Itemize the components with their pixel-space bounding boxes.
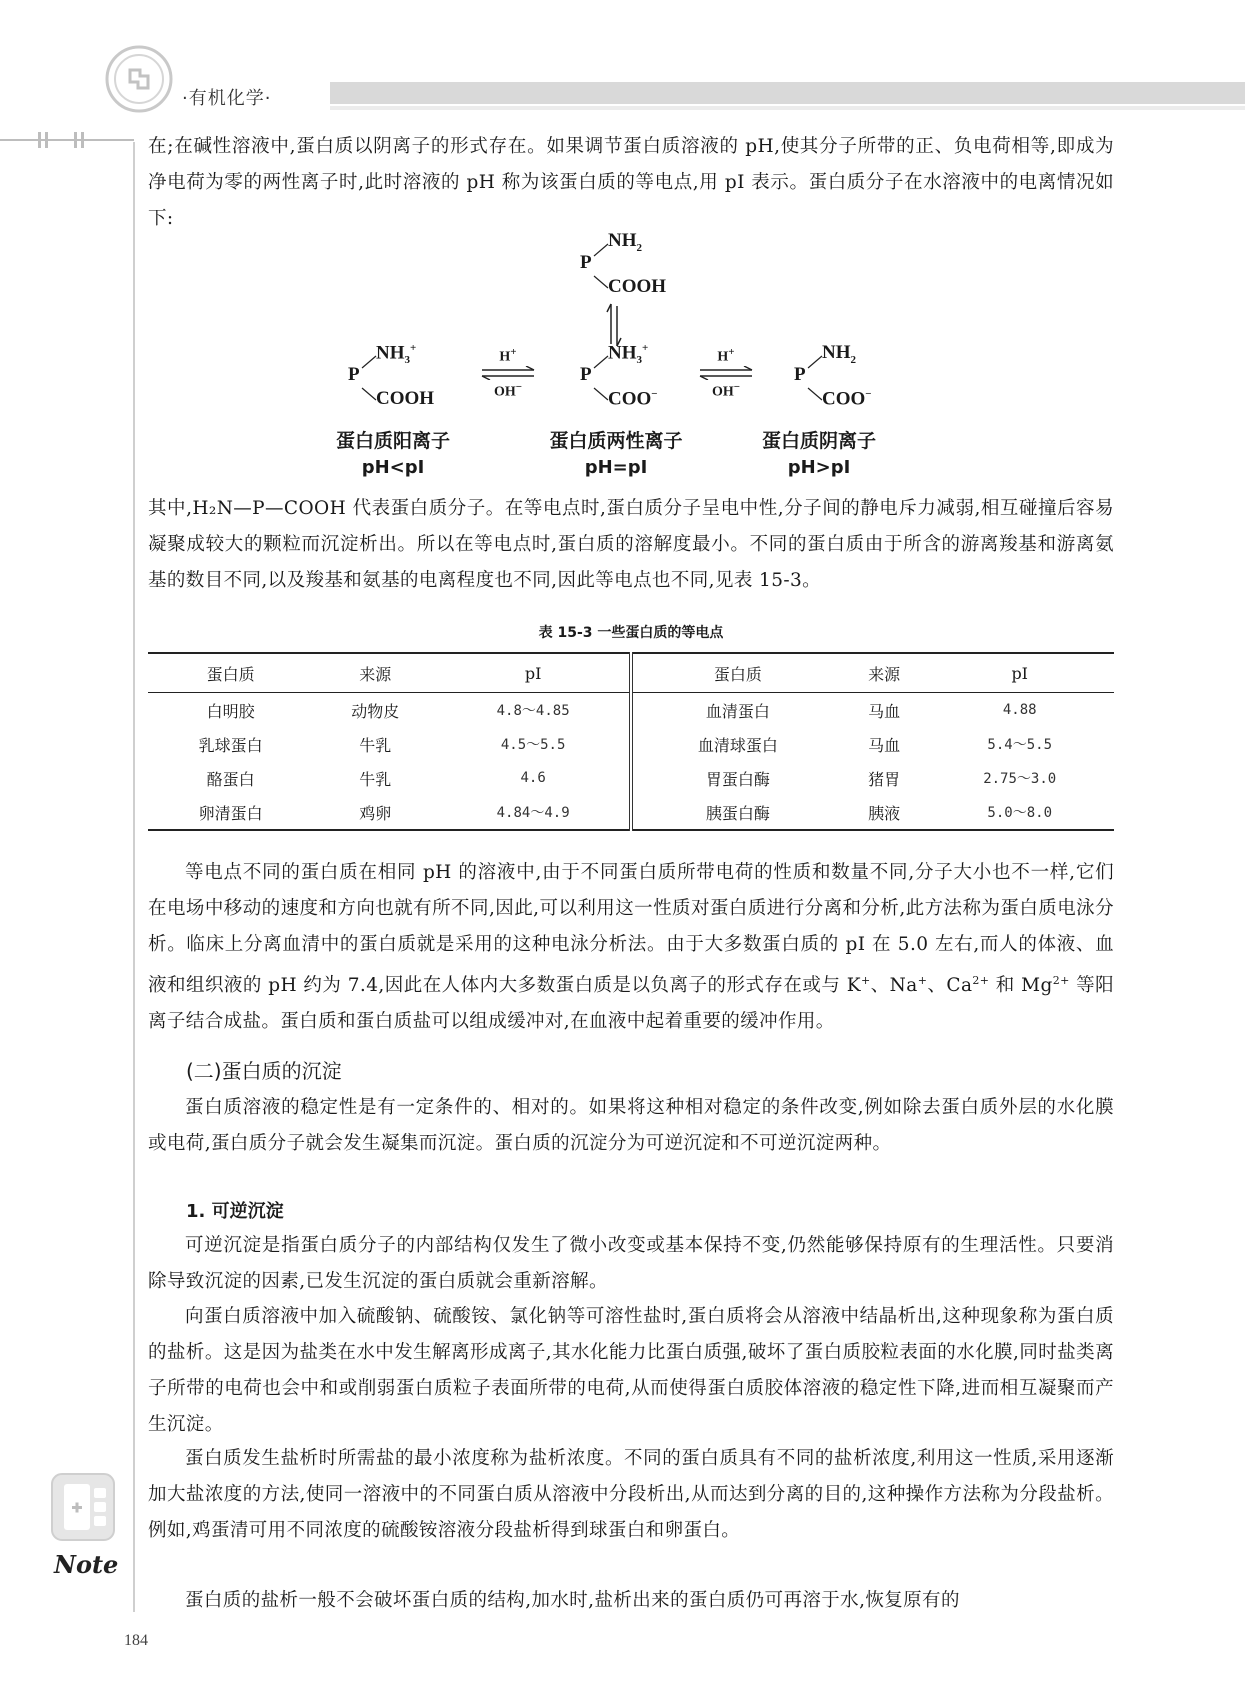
table-cell: 4.84～4.9 bbox=[437, 795, 631, 830]
table-cell: 4.8～4.85 bbox=[437, 693, 631, 728]
note-icon bbox=[48, 1470, 118, 1544]
table-row bbox=[148, 795, 1114, 830]
table-cell: 4.88 bbox=[1002, 702, 1037, 718]
table-cell: 4.6 bbox=[437, 761, 631, 795]
table-cell: 牛乳 bbox=[359, 769, 392, 789]
ionization-diagram: $NH_2$ P COOH $NH_3^+$ P COOH H+ OH− $NH_3^+$ P COO− H+ OH− $NH_2$ P COO− 蛋白质阳离子 蛋白质两性离子 蛋白质阴离子 pH<pI pH=pI pH>pI bbox=[148, 228, 1114, 483]
page-number: 184 bbox=[124, 1632, 148, 1649]
table-cell: 猪胃 bbox=[868, 769, 901, 789]
table-header: pI bbox=[1011, 663, 1028, 683]
logo-icon bbox=[104, 44, 174, 114]
table-cell: 4.5～5.5 bbox=[437, 727, 631, 761]
table-cell: 卵清蛋白 bbox=[198, 803, 263, 823]
table-cell: 胰蛋白酶 bbox=[705, 803, 770, 823]
paragraph-reversible: 可逆沉淀是指蛋白质分子的内部结构仅发生了微小改变或基本保持不变,仍然能够保持原有的生理活性。只要消除导致沉淀的因素,已发生沉淀的蛋白质就会重新溶解。 bbox=[148, 1235, 1114, 1292]
cation-ph: pH<pI bbox=[361, 457, 425, 478]
paragraph-intro: 在;在碱性溶液中,蛋白质以阴离子的形式存在。如果调节蛋白质溶液的 pH,使其分子所带的正、负电荷相等,即成为净电荷为零的两性离子时,此时溶液的 pH 称为该蛋白质的等电点,用 pI 表示。蛋白质分子在水溶液中的电离情况如下: bbox=[148, 136, 1114, 229]
table-header: pI bbox=[437, 653, 631, 693]
table-cell: 2.75～3.0 bbox=[983, 771, 1057, 787]
table-cell: 动物皮 bbox=[351, 701, 400, 721]
section-heading: (二)蛋白质的沉淀 bbox=[186, 1059, 342, 1083]
table-header-row bbox=[148, 653, 1114, 693]
paragraph-electrophoresis: 等电点不同的蛋白质在相同 pH 的溶液中,由于不同蛋白质所带电荷的性质和数量不同,分子大小也不一样,它们在电场中移动的速度和方向也就有所不同,因此,可以利用这一性质对蛋白质进行分离和分析,此方法称为蛋白质电泳分析。临床上分离血清中的蛋白质就是采用的这种电泳分析法。由于大多数蛋白质的 pI 在 5.0 左右,而人的体液、血液和组织液的 pH 约为 7.4,因此在人体内大多数蛋白质是以负离子的形式存在或与 K+、Na+、$Ca^{2+}$ 和 $Mg^{2+}$ 等阳离子结合成盐。蛋白质和蛋白质盐可以组成缓冲对,在血液中起着重要的缓冲作用。 bbox=[148, 862, 1114, 1033]
table-header: 蛋白质 bbox=[206, 664, 255, 684]
margin-rule bbox=[133, 142, 135, 1612]
anion-ph: pH>pI bbox=[787, 457, 851, 478]
paragraph-salting-out: 向蛋白质溶液中加入硫酸钠、硫酸铵、氯化钠等可溶性盐时,蛋白质将会从溶液中结晶析出,这种现象称为蛋白质的盐析。这是因为盐类在水中发生解离形成离子,其水化能力比蛋白质强,破坏了蛋白质胶粒表面的水化膜,同时盐类离子所带的电荷也会中和或削弱蛋白质粒子表面所带的电荷,从而使得蛋白质胶体溶液的稳定性下降,进而相互凝聚而产生沉淀。 bbox=[148, 1306, 1114, 1435]
header-bar bbox=[330, 82, 1245, 104]
cation-label: 蛋白质阳离子 bbox=[335, 430, 450, 452]
zwitterion-ph: pH=pI bbox=[584, 457, 648, 478]
table-cell: 血清球蛋白 bbox=[697, 735, 778, 755]
table-header: 来源 bbox=[359, 664, 392, 684]
note-label: Note bbox=[54, 1550, 119, 1579]
paragraph-isoelectric: 其中,H₂N—P—COOH 代表蛋白质分子。在等电点时,蛋白质分子呈电中性,分子间的静电斥力减弱,相互碰撞后容易凝聚成较大的颗粒而沉淀析出。所以在等电点时,蛋白质的溶解度最小。不同的蛋白质由于所含的游离羧基和游离氨基的数目不同,以及羧基和氨基的电离程度也不同,因此等电点也不同,见表 15-3。 bbox=[148, 498, 1114, 591]
table-caption: 表 15-3 一些蛋白质的等电点 bbox=[538, 625, 724, 641]
paragraph-salting-concentration: 蛋白质发生盐析时所需盐的最小浓度称为盐析浓度。不同的蛋白质具有不同的盐析浓度,利用这一性质,采用逐渐加大盐浓度的方法,使同一溶液中的不同蛋白质从溶液中分段析出,从而达到分离的目的,这种操作方法称为分段盐析。例如,鸡蛋清可用不同浓度的硫酸铵溶液分段盐析得到球蛋白和卵蛋白。 bbox=[148, 1448, 1114, 1541]
subsection-heading: 1. 可逆沉淀 bbox=[186, 1201, 284, 1222]
isoelectric-table bbox=[148, 652, 1114, 831]
left-equilibrium-arrow bbox=[478, 366, 538, 380]
table-cell: 马血 bbox=[868, 701, 901, 721]
header-bar-shadow bbox=[330, 106, 1245, 110]
left-equilibrium: H+ OH− bbox=[478, 346, 538, 400]
table-cell: 5.4～5.5 bbox=[987, 737, 1052, 753]
table-cell: 5.0～8.0 bbox=[987, 805, 1052, 821]
table-row bbox=[148, 727, 1114, 761]
table-row bbox=[148, 761, 1114, 795]
table-header: 蛋白质 bbox=[713, 664, 762, 684]
table-cell: 马血 bbox=[868, 735, 901, 755]
table-cell: 鸡卵 bbox=[359, 803, 392, 823]
table-cell: 血清蛋白 bbox=[705, 701, 770, 721]
table-header: 来源 bbox=[868, 664, 901, 684]
right-equilibrium: H+ OH− bbox=[696, 346, 756, 400]
zwitterion-label: 蛋白质两性离子 bbox=[549, 430, 683, 452]
right-equilibrium-arrow bbox=[696, 366, 756, 380]
table-cell: 胰液 bbox=[868, 803, 901, 823]
paragraph-salting-reversible: 蛋白质的盐析一般不会破坏蛋白质的结构,加水时,盐析出来的蛋白质仍可再溶于水,恢复原有的 bbox=[185, 1590, 960, 1611]
table-row bbox=[148, 693, 1114, 728]
table-cell: 酪蛋白 bbox=[206, 769, 255, 789]
anion-label: 蛋白质阴离子 bbox=[761, 430, 876, 452]
margin-decoration bbox=[0, 128, 140, 152]
header-title: ·有机化学· bbox=[182, 88, 272, 109]
table-cell: 乳球蛋白 bbox=[198, 735, 263, 755]
paragraph-stability: 蛋白质溶液的稳定性是有一定条件的、相对的。如果将这种相对稳定的条件改变,例如除去蛋白质外层的水化膜或电荷,蛋白质分子就会发生凝集而沉淀。蛋白质的沉淀分为可逆沉淀和不可逆沉淀两种。 bbox=[148, 1097, 1114, 1154]
table-cell: 胃蛋白酶 bbox=[705, 769, 770, 789]
table-cell: 牛乳 bbox=[359, 735, 392, 755]
table-cell: 白明胶 bbox=[206, 701, 255, 721]
